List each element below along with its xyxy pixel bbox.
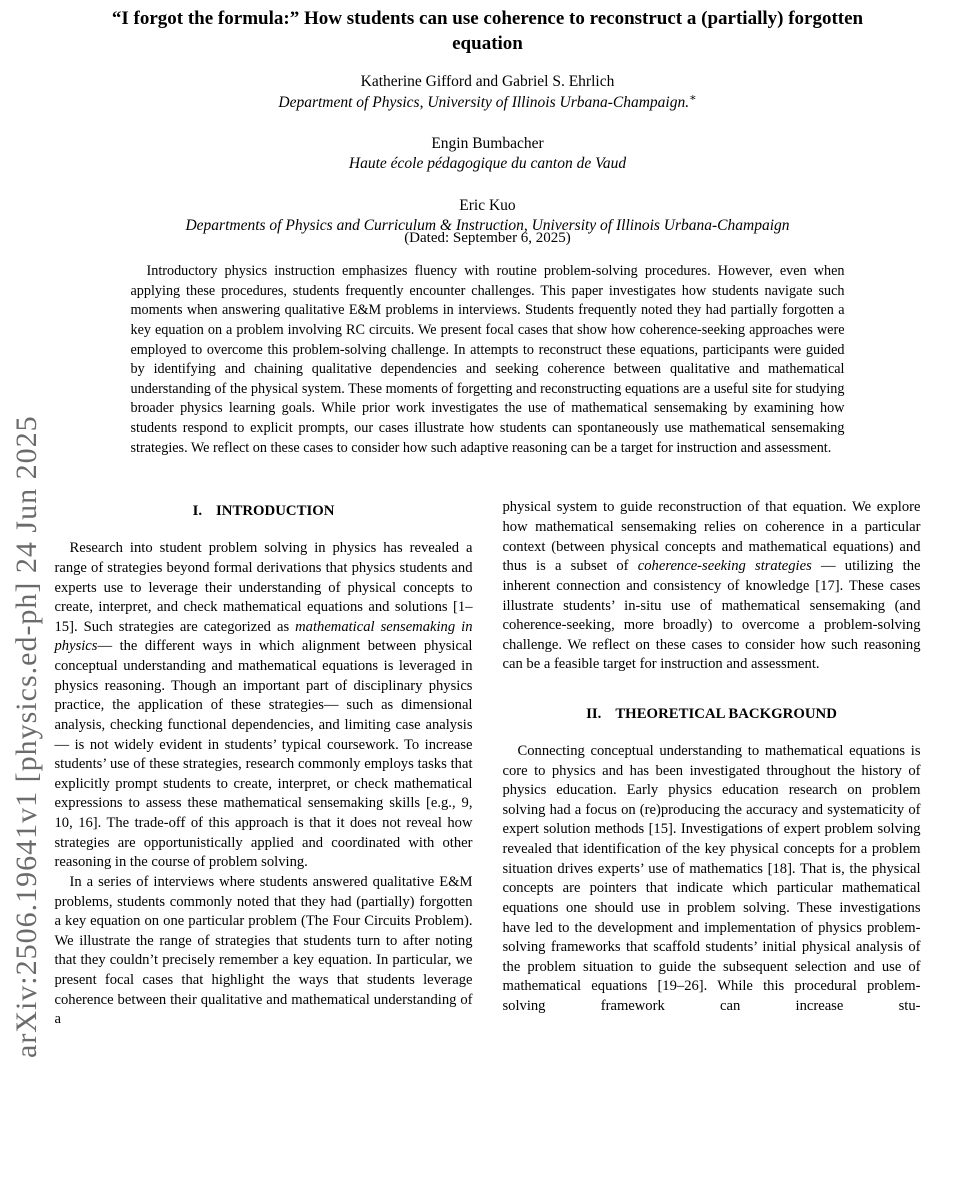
paragraph: Research into student problem solving in physics has revealed a range of strategies beyond formal derivations that physics students and experts use to leverage their understanding of physical concepts to create, interpret, and check mathematical equations and solutions [1–15]. Such strategies are categorized as mathematical sensemaking in physics— the different ways in which alignment between physical conceptual understanding and mathematical equations is leveraged in physics reasoning. Though an important part of disciplinary physics practice, the application of these strategies— such as dimensional analysis, checking functional dependencies, and limiting case analysis— is not widely evident in students’ typical coursework. To increase students’ use of these strategies, research commonly employs tasks that explicitly prompt students to create, interpret, or check mathematical expressions to assess these mathematical sensemaking skills [e.g., 9, 10, 16]. The trade-off of this approach is that it does not reveal how strategies are opportunistically applied and coordinated with other reasoning in the course of problem solving.	[54, 540, 473, 871]
paper-header	[0, 0, 975, 458]
author-block	[0, 72, 975, 112]
author-names: Engin Bumbacher	[431, 135, 544, 153]
affiliation-text: Department of Physics, University of Illinois Urbana-Champaign.	[278, 93, 690, 111]
arxiv-sidebar-banner: arXiv:2506.19641v1 [physics.ed-ph] 24 Jun 2025	[10, 415, 43, 1058]
section-heading-theoretical-background	[503, 705, 921, 725]
section-number: I.	[192, 503, 203, 520]
author-names: Katherine Gifford and Gabriel S. Ehrlich	[360, 73, 615, 91]
author-list	[0, 72, 975, 247]
footnote-marker: ∗	[689, 91, 697, 104]
abstract: Introductory physics instruction emphasizes fluency with routine problem-solving procedures. However, even when applying these procedures, students frequently encounter challenges. This paper investigates how students navigate such moments when answering qualitative E&M problems in interviews. Students frequently noted they had partially forgotten a key equation on a problem involving RC circuits. We present focal cases that show how coherence-seeking approaches were employed to overcome this problem-solving challenge. In attempts to reconstruct these equations, participants were guided by identifying and chaining qualitative dependencies and seeking coherence between qualitative and mathematical understanding of the physical system. These moments of forgetting and reconstructing equations are a useful site for studying broader physics learning goals. While prior work investigates the use of mathematical sensemaking by examining how students respond to explicit prompts, our cases illustrate how students can spontaneously use mathematical sensemaking strategies. We reflect on these cases to consider how such adaptive reasoning can be a target for instruction and assessment.	[130, 262, 845, 456]
paragraph: Connecting conceptual understanding to mathematical equations is core to physics and has been investigated throughout the history of physics education. Early physics education research on problem solving had a focus on (re)producing the accuracy and systematicity of expert solution methods [15]. Investigations of expert problem solving revealed that identification of the key physical concepts for a problem situation drives experts’ use of mathematics [18]. That is, the physical concepts are pointers that indicate which particular mathematical equations one should use in problem solving. These investigations have led to the development and implementation of physics problem-solving frameworks that scaffold students’ initial physical analysis of the problem situation to guide the subsequent selection and use of mathematical equations [19–26]. While this procedural problem-solving framework can increase stu-	[502, 742, 921, 1015]
section-title: THEORETICAL BACKGROUND	[615, 706, 837, 723]
section-number: II.	[586, 706, 602, 723]
author-names: Eric Kuo	[459, 196, 516, 214]
affiliation-text: Departments of Physics and Curriculum & Instruction, University of Illinois Urbana-Champaign	[185, 217, 790, 235]
dated-line: (Dated: September 6, 2025)	[404, 229, 571, 246]
paragraph-continuation: physical system to guide reconstruction of that equation. We explore how mathematical sensemaking relies on coherence in a particular context (between physical concepts and mathematical equations) and thus is a subset of coherence-seeking strategies — utilizing the inherent connection and consistency of knowledge [17]. These cases illustrate students’ in-situ use of mathematical sensemaking (and coherence-seeking, more broadly) to overcome a problem-solving challenge. We reflect on these cases to consider how such reasoning can be a feasible target for instruction and assessment.	[502, 499, 921, 673]
right-column	[503, 498, 921, 1030]
two-column-body	[55, 498, 921, 1030]
author-affiliation	[0, 92, 975, 113]
author-block	[0, 134, 975, 174]
paper-title: “I forgot the formula:” How students can use coherence to reconstruct a (partially) forgotten equation	[111, 8, 864, 55]
paragraph: In a series of interviews where students answered qualitative E&M problems, students commonly noted that they had (partially) forgotten a key equation on one particular problem (The Four Circuits Problem). We illustrate the range of strategies that students turn to after noting that they couldn’t precisely remember a key equation. In particular, we present focal cases that highlight the ways that students leverage coherence between their qualitative and mathematical understanding of a	[54, 873, 473, 1028]
section-heading-introduction	[55, 502, 473, 522]
section-title: INTRODUCTION	[216, 503, 335, 520]
left-column	[55, 498, 473, 1030]
author-affiliation	[0, 153, 975, 174]
affiliation-text: Haute école pédagogique du canton de Vaud	[348, 155, 627, 173]
